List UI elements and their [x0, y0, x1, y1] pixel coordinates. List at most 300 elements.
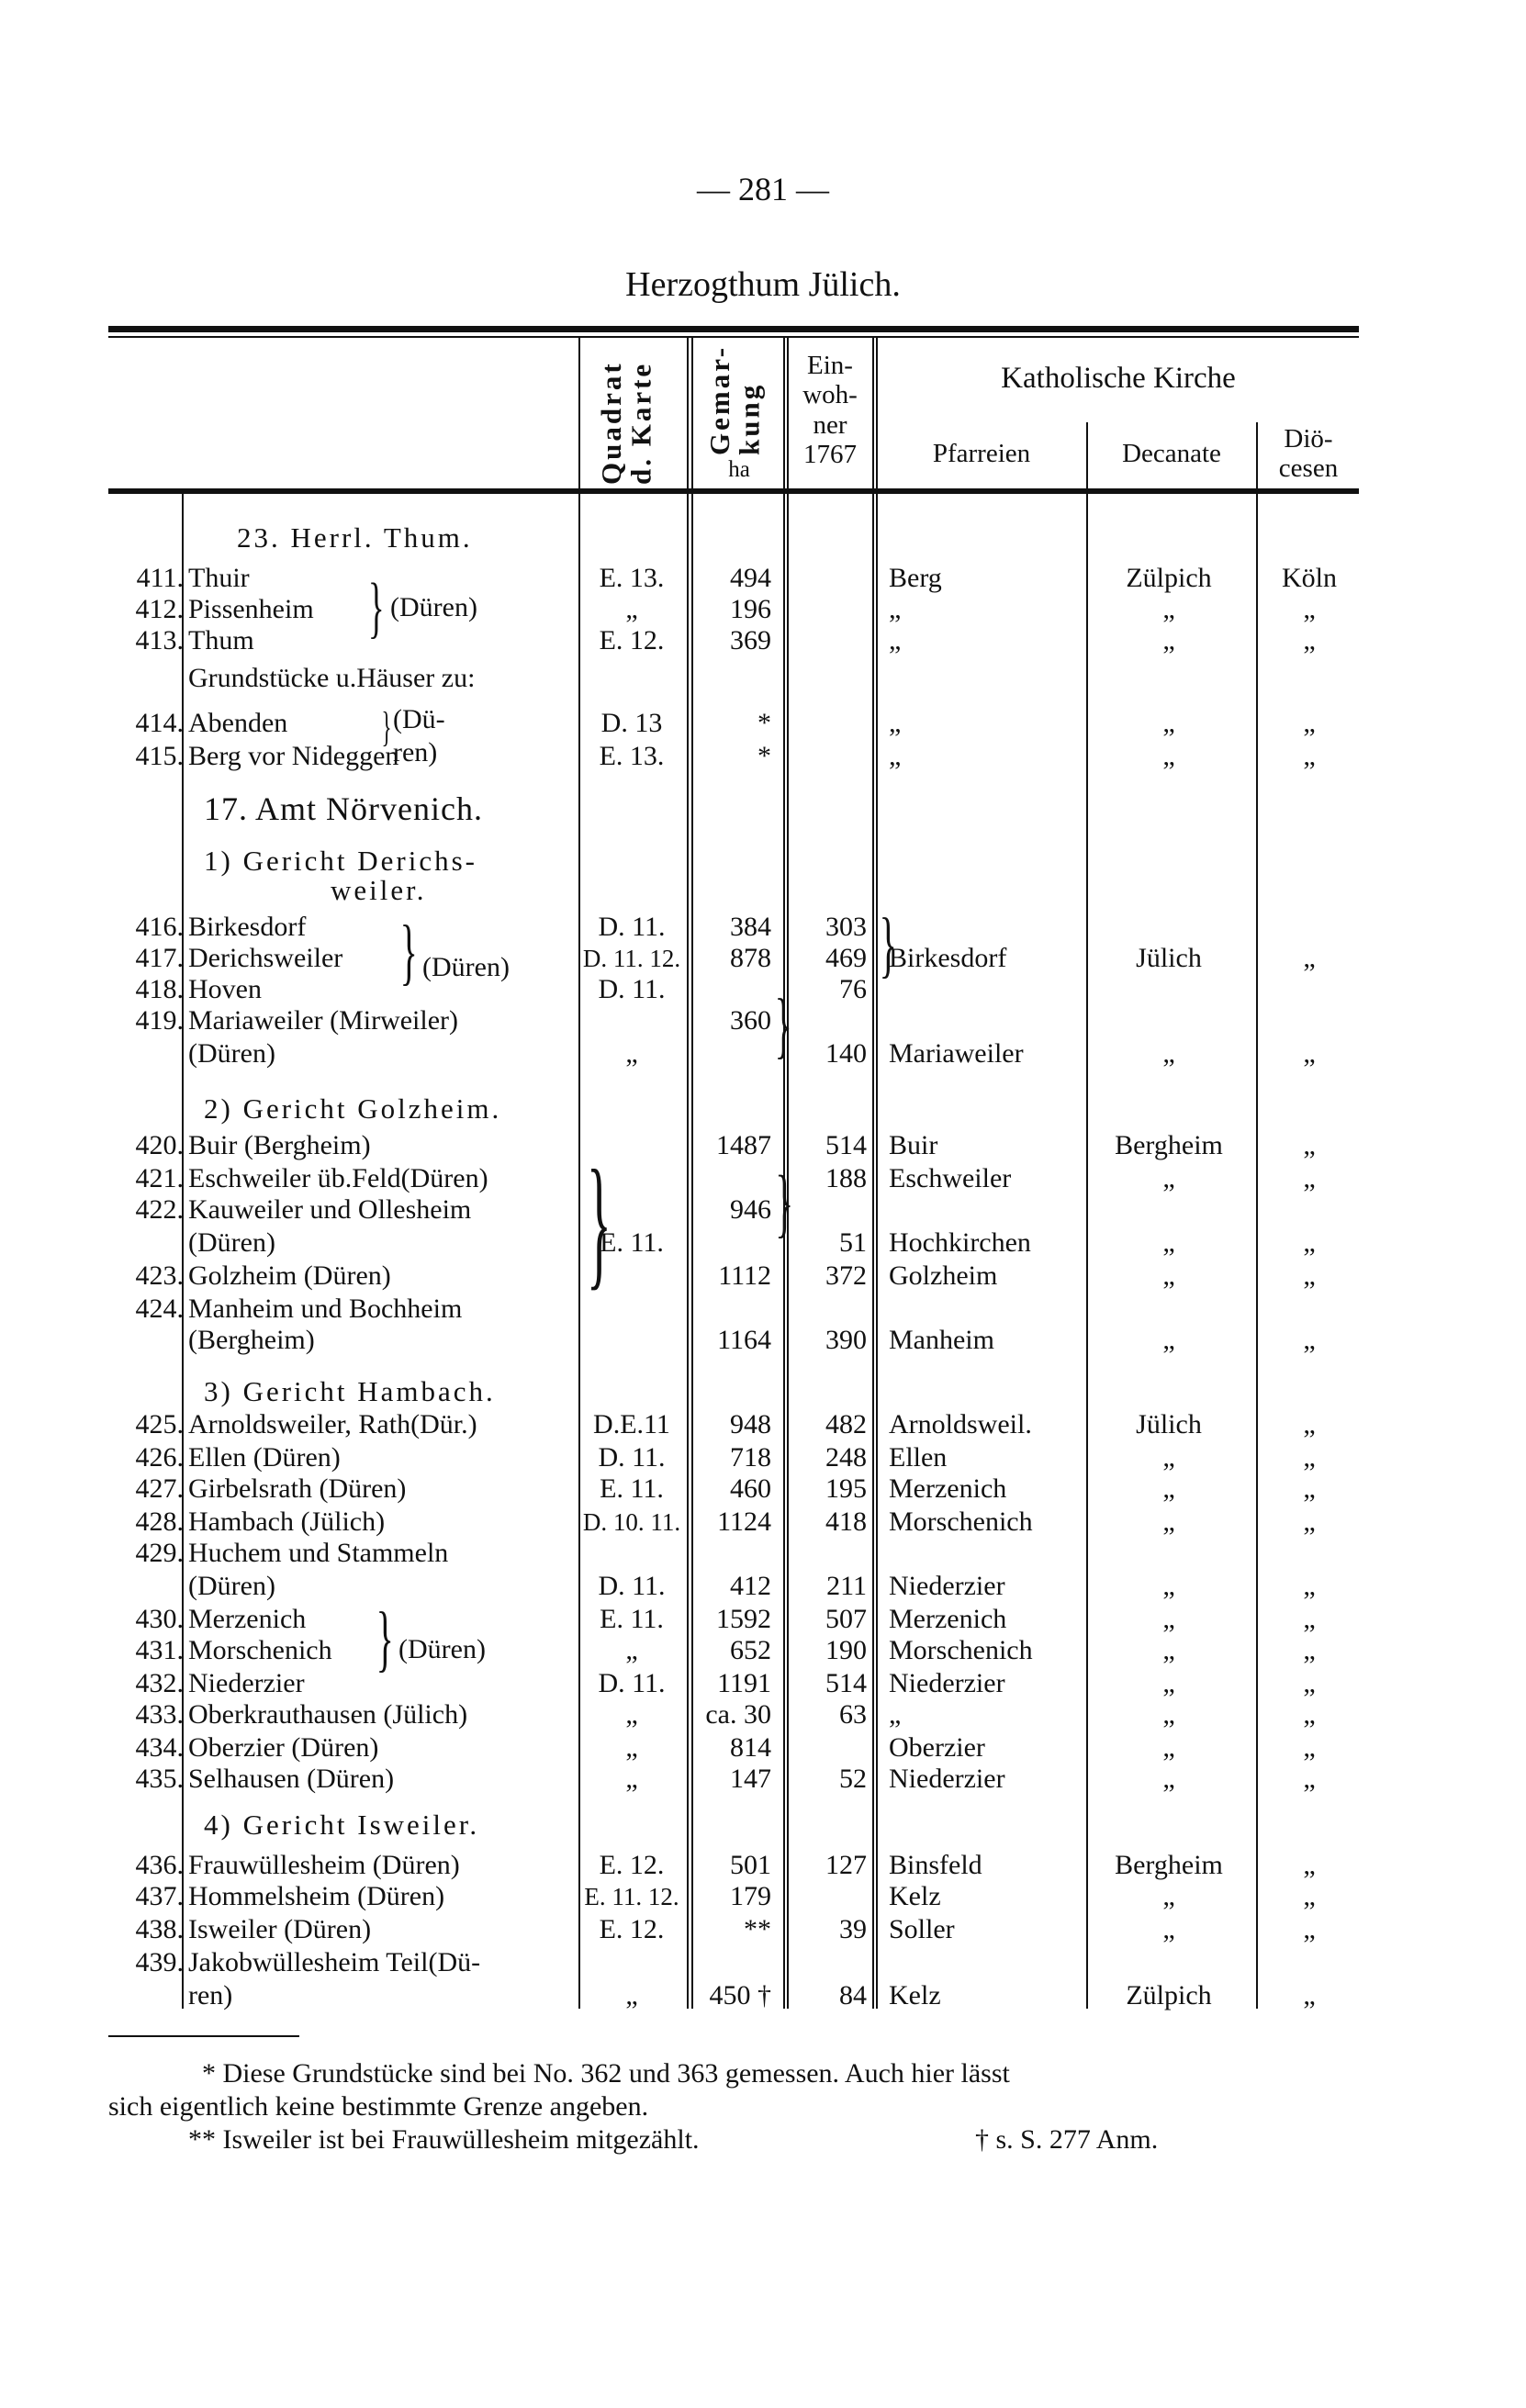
- cell-quad: „: [625, 1980, 638, 2010]
- cell-quad: „: [625, 1038, 638, 1069]
- cell-einw: 76: [839, 974, 867, 1004]
- cell-einw: 248: [825, 1442, 867, 1473]
- brace-icon: }: [399, 912, 418, 992]
- cell-einw: 51: [839, 1227, 867, 1258]
- table-row: [0, 1473, 1526, 1506]
- cell-gem: 412: [730, 1571, 771, 1601]
- cell-dec: „: [1162, 1914, 1175, 1944]
- cell-gem: 384: [730, 912, 771, 942]
- table-row: [0, 1667, 1526, 1700]
- cell-gem: 1487: [716, 1130, 771, 1160]
- header-divider: [783, 338, 785, 488]
- cell-quad: „: [625, 1635, 638, 1665]
- cell-num: 426.: [135, 1442, 184, 1473]
- cell-name: Derichsweiler: [188, 943, 343, 973]
- cell-gem: 1191: [717, 1668, 771, 1698]
- cell-quad: E. 11. 12.: [584, 1883, 679, 1910]
- cell-num: 437.: [135, 1881, 184, 1911]
- header-divider: [691, 338, 693, 488]
- cell-name: Pissenheim: [188, 594, 314, 624]
- cell-einw: 372: [825, 1260, 867, 1291]
- table-row: [0, 973, 1526, 1006]
- cell-name: Morschenich: [188, 1635, 332, 1665]
- table-row: [0, 1162, 1526, 1195]
- cell-pfarr: Niederzier: [889, 1764, 1005, 1794]
- cell-num: 417.: [135, 943, 184, 973]
- cell-gem: 501: [730, 1850, 771, 1880]
- cell-pfarr: Mariaweiler: [889, 1038, 1024, 1069]
- cell-dio: „: [1303, 1130, 1316, 1160]
- cell-dio: „: [1303, 1699, 1316, 1730]
- cell-dio: „: [1303, 1506, 1316, 1537]
- cell-dio: „: [1303, 1038, 1316, 1069]
- cell-num: 433.: [135, 1699, 184, 1730]
- cell-gem: ca. 30: [705, 1699, 771, 1730]
- cell-gem: 1124: [717, 1506, 771, 1537]
- section-heading: Grundstücke u.Häuser zu:: [188, 663, 476, 693]
- header-katholische-kirche: Katholische Kirche: [1001, 362, 1236, 395]
- cell-num: 428.: [135, 1506, 184, 1537]
- cell-einw: 39: [839, 1914, 867, 1944]
- cell-gem: 948: [730, 1409, 771, 1439]
- cell-dec: „: [1162, 1227, 1175, 1258]
- cell-name: Kauweiler und Ollesheim: [188, 1194, 472, 1225]
- table-row: [0, 1004, 1526, 1037]
- section-heading: 1) Gericht Derichs-: [204, 845, 478, 877]
- header-divider: [687, 338, 689, 488]
- cell-dec: „: [1162, 1442, 1175, 1473]
- cell-gem: 450 †: [709, 1980, 771, 2010]
- table-row: [0, 1506, 1526, 1539]
- cell-dio: „: [1303, 594, 1316, 624]
- table-row: [0, 1037, 1526, 1070]
- cell-num: 436.: [135, 1850, 184, 1880]
- cell-name: Hoven: [188, 974, 262, 1004]
- cell-num: 430.: [135, 1604, 184, 1634]
- header-bottom-rule: [108, 488, 1359, 494]
- table-row: [0, 1324, 1526, 1357]
- cell-quad: E. 12.: [599, 1914, 665, 1944]
- cell-einw: 140: [825, 1038, 867, 1069]
- table-row: [0, 1698, 1526, 1731]
- page-title: Herzogthum Jülich.: [625, 265, 901, 304]
- cell-pfarr: Manheim: [889, 1325, 994, 1355]
- cell-einw: 507: [825, 1604, 867, 1634]
- table-row: [0, 624, 1526, 657]
- footnote: † s. S. 277 Anm.: [975, 2124, 1159, 2155]
- cell-pfarr: Merzenich: [889, 1473, 1007, 1504]
- cell-quad: „: [625, 594, 638, 624]
- cell-name: Hambach (Jülich): [188, 1506, 386, 1537]
- cell-quad: D. 11.: [598, 1442, 666, 1473]
- cell-gem: 147: [730, 1764, 771, 1794]
- cell-name: Thum: [188, 625, 254, 655]
- cell-num: 418.: [135, 974, 184, 1004]
- cell-dec: „: [1162, 625, 1175, 655]
- table-row: [0, 1570, 1526, 1603]
- table-row: [0, 911, 1526, 944]
- brace-icon: }: [775, 1160, 794, 1246]
- cell-dio: Köln: [1282, 563, 1337, 593]
- cell-dec: Zülpich: [1126, 563, 1212, 593]
- cell-dio: „: [1303, 1227, 1316, 1258]
- cell-name: (Düren): [188, 1227, 275, 1258]
- cell-dio: „: [1303, 1668, 1316, 1698]
- cell-name: Selhausen (Düren): [188, 1764, 395, 1794]
- cell-name: Mariaweiler (Mirweiler): [188, 1005, 459, 1036]
- cell-num: 424.: [135, 1294, 184, 1324]
- cell-num: 420.: [135, 1130, 184, 1160]
- cell-name: Jakobwüllesheim Teil(Dü-: [188, 1947, 481, 1977]
- cell-einw: 188: [825, 1163, 867, 1193]
- cell-pfarr: Niederzier: [889, 1668, 1005, 1698]
- cell-num: 432.: [135, 1668, 184, 1698]
- cell-num: 439.: [135, 1947, 184, 1977]
- cell-name: Huchem und Stammeln: [188, 1538, 449, 1568]
- cell-num: 414.: [135, 708, 184, 738]
- cell-name: (Bergheim): [188, 1325, 315, 1355]
- cell-gem: 369: [730, 625, 771, 655]
- footnote: * Diese Grundstücke sind bei No. 362 und 363 gemessen. Auch hier lässt: [202, 2058, 1010, 2089]
- cell-gem: 652: [730, 1635, 771, 1665]
- header-pfarreien: Pfarreien: [932, 439, 1031, 468]
- brace-icon: }: [586, 1139, 612, 1303]
- cell-dec: „: [1162, 1571, 1175, 1601]
- table-row: [0, 1603, 1526, 1636]
- cell-gem: 718: [730, 1442, 771, 1473]
- cell-num: 434.: [135, 1732, 184, 1763]
- header-decanate: Decanate: [1122, 439, 1221, 468]
- footnote-rule: [108, 2035, 299, 2037]
- table-row: [0, 1193, 1526, 1226]
- cell-num: 413.: [135, 625, 184, 655]
- cell-pfarr: Arnoldsweil.: [889, 1409, 1032, 1439]
- cell-num: 412.: [135, 594, 184, 624]
- cell-quad: „: [625, 1699, 638, 1730]
- cell-gem: 494: [730, 563, 771, 593]
- cell-name: Merzenich: [188, 1604, 307, 1634]
- cell-pfarr: „: [889, 708, 902, 738]
- table-row: [0, 593, 1526, 626]
- cell-quad: D.E.11: [593, 1409, 670, 1439]
- cell-einw: 52: [839, 1764, 867, 1794]
- cell-num: 435.: [135, 1764, 184, 1794]
- cell-dec: „: [1162, 1038, 1175, 1069]
- cell-pfarr: Morschenich: [889, 1506, 1033, 1537]
- cell-quad: E. 12.: [599, 1850, 665, 1880]
- cell-gem: *: [757, 708, 771, 738]
- page-number: — 281 —: [697, 171, 829, 207]
- cell-name: Niederzier: [188, 1668, 305, 1698]
- cell-dio: „: [1303, 1163, 1316, 1193]
- table-row: [0, 1634, 1526, 1667]
- cell-pfarr: „: [889, 594, 902, 624]
- cell-dec: Bergheim: [1115, 1130, 1223, 1160]
- cell-dio: „: [1303, 1473, 1316, 1504]
- cell-name: Oberzier (Düren): [188, 1732, 379, 1763]
- cell-quad: E. 11.: [600, 1604, 664, 1634]
- cell-pfarr: Merzenich: [889, 1604, 1007, 1634]
- cell-einw: 127: [825, 1850, 867, 1880]
- cell-dec: „: [1162, 1732, 1175, 1763]
- cell-dio: „: [1303, 708, 1316, 738]
- cell-dio: „: [1303, 741, 1316, 771]
- cell-gem: 179: [730, 1881, 771, 1911]
- cell-name: Buir (Bergheim): [188, 1130, 371, 1160]
- section-heading: 2) Gericht Golzheim.: [204, 1092, 502, 1125]
- cell-einw: 195: [825, 1473, 867, 1504]
- cell-dio: „: [1303, 1635, 1316, 1665]
- cell-einw: 211: [826, 1571, 867, 1601]
- cell-pfarr: Hochkirchen: [889, 1227, 1031, 1258]
- cell-pfarr: Oberzier: [889, 1732, 985, 1763]
- cell-name: Arnoldsweiler, Rath(Dür.): [188, 1409, 477, 1439]
- cell-name: Birkesdorf: [188, 912, 307, 942]
- cell-gem: **: [744, 1914, 771, 1944]
- cell-gem: 946: [730, 1194, 771, 1225]
- brace-icon: }: [376, 1598, 394, 1679]
- section-heading: 3) Gericht Hambach.: [204, 1375, 496, 1407]
- cell-dec: „: [1162, 1881, 1175, 1911]
- cell-dio: „: [1303, 1442, 1316, 1473]
- table-row: [0, 1293, 1526, 1326]
- cell-einw: 390: [825, 1325, 867, 1355]
- cell-name: Manheim und Bochheim: [188, 1294, 463, 1324]
- cell-name: Girbelsrath (Düren): [188, 1473, 407, 1504]
- cell-quad: D. 11.: [598, 1668, 666, 1698]
- cell-dec: „: [1162, 708, 1175, 738]
- cell-dio: „: [1303, 1571, 1316, 1601]
- cell-gem: 360: [730, 1005, 771, 1036]
- cell-quad: D. 11. 12.: [582, 945, 681, 972]
- cell-dio: „: [1303, 943, 1316, 973]
- cell-pfarr: Binsfeld: [889, 1850, 982, 1880]
- cell-quad: D. 10. 11.: [582, 1508, 681, 1536]
- header-divider: [872, 338, 874, 488]
- brace-label: ren): [393, 737, 438, 767]
- header-quadrat: Quadrat d. Karte: [595, 361, 657, 485]
- table-row: [0, 562, 1526, 595]
- cell-name: Thuir: [188, 563, 250, 593]
- cell-pfarr: Buir: [889, 1130, 938, 1160]
- brace-icon: }: [774, 985, 792, 1066]
- cell-einw: 514: [825, 1130, 867, 1160]
- header-dioecesen-line: Diö-: [1284, 424, 1333, 454]
- top-rule-thick: [108, 326, 1359, 332]
- cell-name: Oberkrauthausen (Jülich): [188, 1699, 468, 1730]
- cell-dio: „: [1303, 1881, 1316, 1911]
- header-einwohner-line: woh-: [802, 380, 858, 410]
- cell-gem: 878: [730, 943, 771, 973]
- cell-quad: D. 11.: [598, 974, 666, 1004]
- brace-icon: }: [381, 703, 392, 750]
- cell-pfarr: Soller: [889, 1914, 955, 1944]
- table-row: [0, 1226, 1526, 1260]
- cell-gem: *: [757, 741, 771, 771]
- table-row: [0, 1880, 1526, 1913]
- cell-pfarr: Morschenich: [889, 1635, 1033, 1665]
- section-heading: weiler.: [331, 874, 427, 906]
- cell-dec: „: [1162, 1506, 1175, 1537]
- cell-quad: D. 11.: [598, 1571, 666, 1601]
- cell-num: 415.: [135, 741, 184, 771]
- cell-dec: „: [1162, 1764, 1175, 1794]
- cell-num: 429.: [135, 1538, 184, 1568]
- header-gemarkung: Gemar-kung: [703, 344, 766, 455]
- cell-dec: „: [1162, 594, 1175, 624]
- table-row: [0, 740, 1526, 773]
- header-divider: [578, 338, 580, 488]
- cell-name: (Düren): [188, 1038, 275, 1069]
- cell-gem: 814: [730, 1732, 771, 1763]
- cell-name: ren): [188, 1980, 233, 2010]
- cell-einw: 190: [825, 1635, 867, 1665]
- section-heading: 4) Gericht Isweiler.: [204, 1809, 480, 1841]
- cell-pfarr: „: [889, 625, 902, 655]
- header-einwohner-line: Ein-: [807, 351, 853, 380]
- brace-label: (Düren): [390, 592, 477, 622]
- cell-pfarr: Ellen: [889, 1442, 948, 1473]
- cell-quad: E. 13.: [599, 563, 665, 593]
- cell-gem: 460: [730, 1473, 771, 1504]
- cell-quad: E. 11.: [600, 1227, 664, 1258]
- cell-dio: „: [1303, 1850, 1316, 1880]
- table-row: [0, 1731, 1526, 1764]
- cell-num: 427.: [135, 1473, 184, 1504]
- cell-dec: „: [1162, 1163, 1175, 1193]
- brace-icon: }: [879, 904, 897, 985]
- cell-num: 421.: [135, 1163, 184, 1193]
- table-row: [0, 1260, 1526, 1293]
- brace-label: (Dü-: [393, 704, 445, 734]
- cell-dec: Jülich: [1136, 1409, 1202, 1439]
- header-gemarkung-unit: ha: [728, 457, 750, 482]
- cell-dio: „: [1303, 1409, 1316, 1439]
- table-row: [0, 1408, 1526, 1441]
- cell-num: 416.: [135, 912, 184, 942]
- cell-gem: 1112: [718, 1260, 771, 1291]
- cell-name: Golzheim (Düren): [188, 1260, 391, 1291]
- cell-dec: „: [1162, 1668, 1175, 1698]
- cell-dio: „: [1303, 1325, 1316, 1355]
- cell-pfarr: Kelz: [889, 1980, 941, 2010]
- section-heading: 23. Herrl. Thum.: [237, 521, 473, 554]
- table-row: [0, 942, 1526, 975]
- cell-dio: „: [1303, 1914, 1316, 1944]
- cell-quad: D. 11.: [598, 912, 666, 942]
- cell-pfarr: Berg: [889, 563, 942, 593]
- cell-dio: „: [1303, 1260, 1316, 1291]
- cell-num: 438.: [135, 1914, 184, 1944]
- table-row: [0, 1913, 1526, 1946]
- cell-name: Isweiler (Düren): [188, 1914, 372, 1944]
- cell-einw: 469: [825, 943, 867, 973]
- cell-dec: „: [1162, 1325, 1175, 1355]
- table-row: [0, 1946, 1526, 1979]
- cell-quad: „: [625, 1764, 638, 1794]
- table-row: [0, 1849, 1526, 1882]
- cell-num: 411.: [136, 563, 184, 593]
- table-row: [0, 707, 1526, 740]
- footnote: sich eigentlich keine bestimmte Grenze angeben.: [108, 2091, 649, 2122]
- cell-name: Berg vor Nideggen: [188, 741, 399, 771]
- cell-dec: „: [1162, 741, 1175, 771]
- table-row: [0, 1763, 1526, 1796]
- cell-name: (Düren): [188, 1571, 275, 1601]
- header-einwohner: [788, 351, 872, 470]
- cell-dio: „: [1303, 625, 1316, 655]
- cell-num: 419.: [135, 1005, 184, 1036]
- section-heading: 17. Amt Nörvenich.: [204, 790, 483, 827]
- cell-num: 423.: [135, 1260, 184, 1291]
- cell-dio: „: [1303, 1764, 1316, 1794]
- cell-einw: 84: [839, 1980, 867, 2010]
- cell-dec: „: [1162, 1260, 1175, 1291]
- cell-quad: D. 13: [600, 708, 663, 738]
- cell-pfarr: Niederzier: [889, 1571, 1005, 1601]
- cell-dec: „: [1162, 1473, 1175, 1504]
- cell-gem: 1164: [717, 1325, 771, 1355]
- cell-dio: „: [1303, 1604, 1316, 1634]
- brace-icon: }: [367, 570, 385, 645]
- cell-quad: E. 12.: [599, 625, 665, 655]
- header-einwohner-line: ner: [813, 409, 847, 440]
- cell-pfarr: Kelz: [889, 1881, 941, 1911]
- cell-dec: Zülpich: [1126, 1980, 1212, 2010]
- cell-einw: 63: [839, 1699, 867, 1730]
- cell-name: Ellen (Düren): [188, 1442, 341, 1473]
- cell-name: Abenden: [188, 708, 288, 738]
- top-rule-thin: [108, 336, 1359, 338]
- brace-label: (Düren): [398, 1634, 486, 1664]
- brace-label: (Düren): [422, 952, 510, 982]
- cell-einw: 482: [825, 1409, 867, 1439]
- footnote: ** Isweiler ist bei Frauwüllesheim mitgezählt.: [188, 2124, 700, 2155]
- header-dioecesen-line: cesen: [1278, 454, 1339, 484]
- cell-dio: „: [1303, 1980, 1316, 2010]
- cell-dec: „: [1162, 1635, 1175, 1665]
- table-row: [0, 1979, 1526, 2012]
- table-row: [0, 1129, 1526, 1162]
- cell-einw: 303: [825, 912, 867, 942]
- cell-dec: Bergheim: [1115, 1850, 1223, 1880]
- cell-num: 431.: [135, 1635, 184, 1665]
- cell-dio: „: [1303, 1732, 1316, 1763]
- table-row: [0, 1441, 1526, 1474]
- cell-name: Hommelsheim (Düren): [188, 1881, 445, 1911]
- cell-pfarr: Eschweiler: [889, 1163, 1012, 1193]
- header-einwohner-line: 1767: [803, 440, 857, 470]
- cell-dec: „: [1162, 1699, 1175, 1730]
- cell-name: Frauwüllesheim (Düren): [188, 1850, 460, 1880]
- cell-dec: „: [1162, 1604, 1175, 1634]
- cell-einw: 418: [825, 1506, 867, 1537]
- cell-einw: 514: [825, 1668, 867, 1698]
- cell-gem: 1592: [716, 1604, 771, 1634]
- table-row: [0, 1537, 1526, 1570]
- cell-num: 422.: [135, 1194, 184, 1225]
- cell-pfarr: „: [889, 1699, 902, 1730]
- cell-pfarr: Golzheim: [889, 1260, 998, 1291]
- cell-gem: 196: [730, 594, 771, 624]
- cell-num: 425.: [135, 1409, 184, 1439]
- cell-dec: Jülich: [1136, 943, 1202, 973]
- cell-name: Eschweiler üb.Feld(Düren): [188, 1163, 488, 1193]
- header-dioecesen: [1258, 424, 1359, 484]
- cell-quad: E. 13.: [599, 741, 665, 771]
- cell-pfarr: „: [889, 741, 902, 771]
- cell-quad: „: [625, 1732, 638, 1763]
